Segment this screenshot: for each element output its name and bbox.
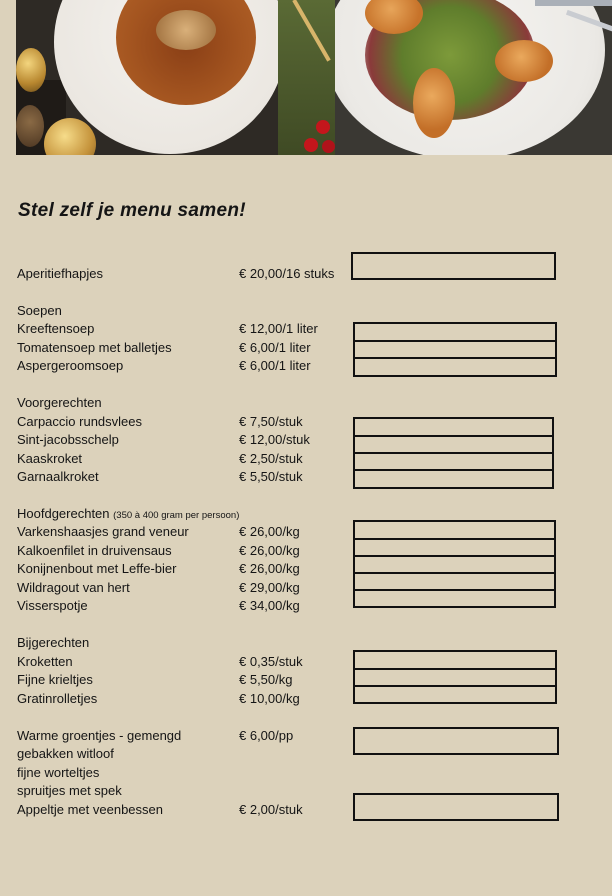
quantity-field-carpaccio[interactable] <box>353 417 554 437</box>
item-kaaskroket: Kaaskroket <box>17 451 83 466</box>
quantity-field-garnaalkroket[interactable] <box>353 469 554 489</box>
page-title: Stel zelf je menu samen! <box>18 200 246 221</box>
price-kreeftensoep: € 12,00/1 liter <box>239 321 318 336</box>
section-heading-hoofdgerechten <box>17 505 239 525</box>
groentjes-line-spruitjes: spruitjes met spek <box>17 783 122 798</box>
price-aspergeroomsoep: € 6,00/1 liter <box>239 358 311 373</box>
price-appeltje-veenbessen: € 2,00/stuk <box>239 802 303 817</box>
price-kroketten: € 0,35/stuk <box>239 654 303 669</box>
quantity-field-visserspotje[interactable] <box>353 589 556 608</box>
item-sint-jacobsschelp: Sint-jacobsschelp <box>17 432 119 447</box>
item-wildragout: Wildragout van hert <box>17 580 130 595</box>
price-kaaskroket: € 2,50/stuk <box>239 451 303 466</box>
item-varkenshaasjes: Varkenshaasjes grand veneur <box>17 524 189 539</box>
item-appeltje-veenbessen: Appeltje met veenbessen <box>17 802 163 817</box>
item-kreeftensoep: Kreeftensoep <box>17 321 95 336</box>
price-visserspotje: € 34,00/kg <box>239 598 300 613</box>
item-garnaalkroket: Garnaalkroket <box>17 469 99 484</box>
quantity-field-kroketten[interactable] <box>353 650 557 670</box>
price-tomatensoep: € 6,00/1 liter <box>239 340 311 355</box>
price-kalkoenfilet: € 26,00/kg <box>239 543 300 558</box>
item-warme-groentjes: Warme groentjes - gemengd <box>17 728 182 743</box>
item-kroketten: Kroketten <box>17 654 73 669</box>
price-gratinrolletjes: € 10,00/kg <box>239 691 300 706</box>
quantity-field-gratinrolletjes[interactable] <box>353 685 557 704</box>
price-warme-groentjes: € 6,00/pp <box>239 728 294 743</box>
item-gratinrolletjes: Gratinrolletjes <box>17 691 98 706</box>
quantity-field-kreeftensoep[interactable] <box>353 322 557 342</box>
price-konijnenbout: € 26,00/kg <box>239 561 300 576</box>
item-tomatensoep: Tomatensoep met balletjes <box>17 340 172 355</box>
item-visserspotje: Visserspotje <box>17 598 88 613</box>
quantity-field-warme-groentjes[interactable] <box>353 727 559 755</box>
price-fijne-krieltjes: € 5,50/kg <box>239 672 293 687</box>
section-heading-bijgerechten: Bijgerechten <box>17 635 90 650</box>
hoofdgerechten-heading-text: Hoofdgerechten <box>17 506 110 521</box>
section-heading-soepen: Soepen <box>17 303 62 318</box>
quantity-field-appeltje-veenbessen[interactable] <box>353 793 559 821</box>
item-konijnenbout: Konijnenbout met Leffe-bier <box>17 561 177 576</box>
item-fijne-krieltjes: Fijne krieltjes <box>17 672 93 687</box>
price-aperitiefhapjes: € 20,00/16 stuks <box>239 266 335 281</box>
item-aperitiefhapjes: Aperitiefhapjes <box>17 266 103 281</box>
item-kalkoenfilet: Kalkoenfilet in druivensaus <box>17 543 172 558</box>
quantity-field-aperitiefhapjes[interactable] <box>351 252 556 280</box>
groentjes-line-worteltjes: fijne worteltjes <box>17 765 100 780</box>
quantity-field-aspergeroomsoep[interactable] <box>353 357 557 377</box>
price-wildragout: € 29,00/kg <box>239 580 300 595</box>
groentjes-line-witloof: gebakken witloof <box>17 746 114 761</box>
section-heading-voorgerechten: Voorgerechten <box>17 395 102 410</box>
quantity-field-varkenshaasjes[interactable] <box>353 520 556 540</box>
item-carpaccio: Carpaccio rundsvlees <box>17 414 143 429</box>
price-garnaalkroket: € 5,50/stuk <box>239 469 303 484</box>
price-carpaccio: € 7,50/stuk <box>239 414 303 429</box>
price-sint-jacobsschelp: € 12,00/stuk <box>239 432 310 447</box>
hoofdgerechten-portion-note: (350 à 400 gram per persoon) <box>113 510 240 521</box>
item-aspergeroomsoep: Aspergeroomsoep <box>17 358 124 373</box>
price-varkenshaasjes: € 26,00/kg <box>239 524 300 539</box>
